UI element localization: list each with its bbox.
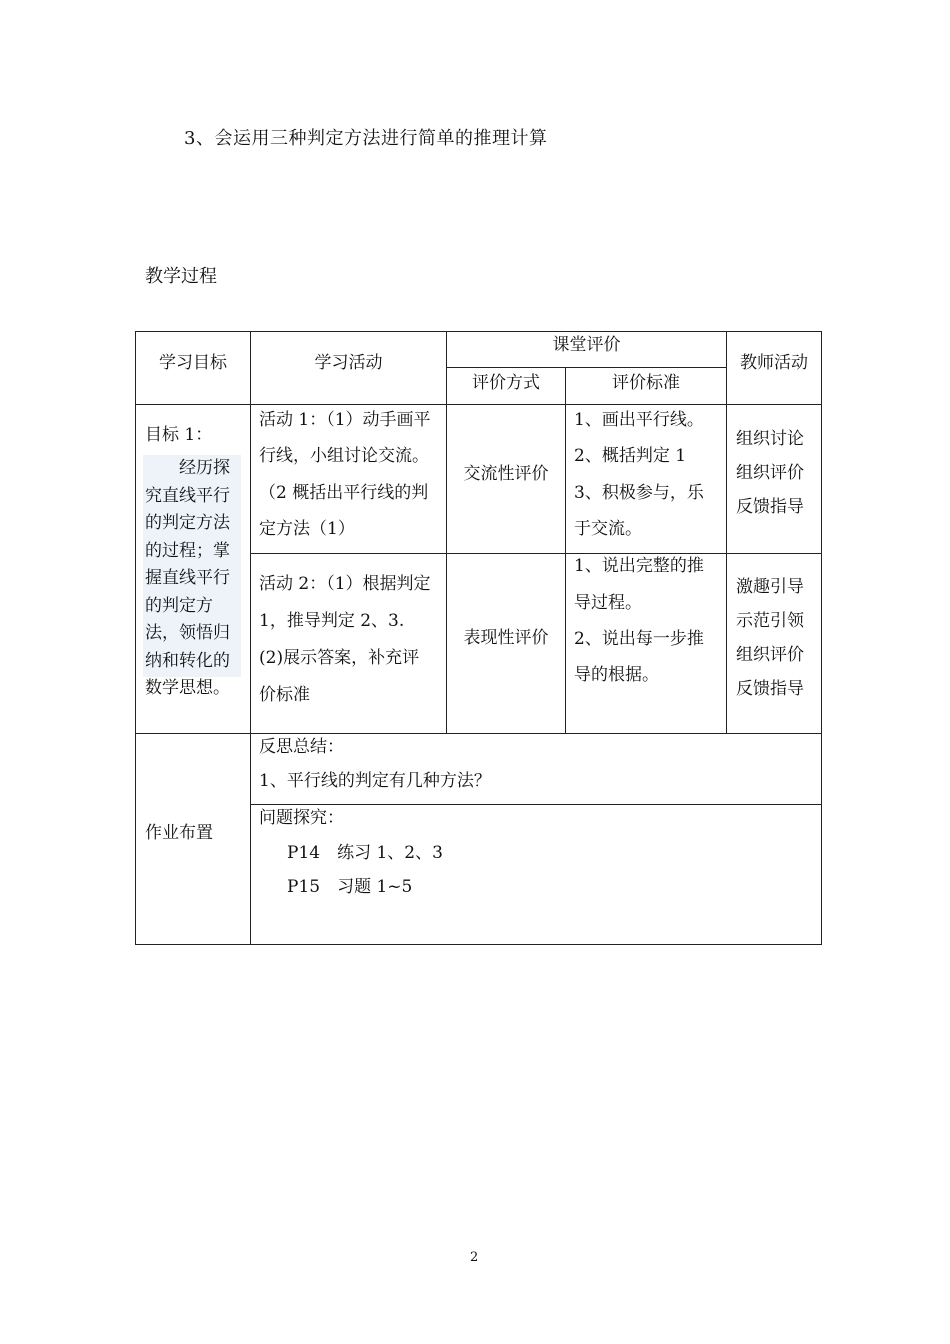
header-eval-method: 评价方式 xyxy=(472,373,540,393)
row1-standard-line: 1、画出平行线。 xyxy=(574,410,704,430)
inquiry-line: 问题探究： xyxy=(259,808,344,828)
row2-teacher-line: 反馈指导 xyxy=(736,679,804,699)
row2-teacher-line: 组织评价 xyxy=(736,645,804,665)
reflection-line: 1、平行线的判定有几种方法？ xyxy=(259,771,491,791)
row2-teacher-line: 示范引领 xyxy=(736,611,804,631)
row2-standard-line: 1、说出完整的推 xyxy=(574,556,704,576)
row2-activity-line: (2)展示答案，补充评 xyxy=(259,648,420,668)
row1-teacher-line: 组织讨论 xyxy=(736,429,804,449)
header-eval-standard: 评价标准 xyxy=(612,373,680,393)
header-activity: 学习活动 xyxy=(314,353,383,373)
header-evaluation: 课堂评价 xyxy=(552,335,621,355)
row1-activity-line: 行线，小组讨论交流。 xyxy=(259,446,429,466)
reflection-line: 反思总结： xyxy=(259,737,344,757)
row2-standard-line: 2、说出每一步推 xyxy=(574,629,704,649)
homework-label: 作业布置 xyxy=(145,823,213,843)
col-divider-1 xyxy=(250,331,251,945)
row1-activity-line: （2 概括出平行线的判 xyxy=(259,483,429,503)
table-border-left xyxy=(135,331,136,945)
homework-top-line xyxy=(135,733,821,734)
row1-standard-line: 2、概括判定 1 xyxy=(574,446,687,466)
row1-teacher-line: 反馈指导 xyxy=(736,497,804,517)
row1-activity-line: 活动 1：（1）动手画平 xyxy=(259,410,431,430)
row2-eval-method: 表现性评价 xyxy=(463,628,549,648)
header-teacher: 教师活动 xyxy=(740,353,808,373)
col-divider-4 xyxy=(726,331,727,734)
table-border-bottom xyxy=(135,944,821,945)
section-title: 教学过程 xyxy=(145,266,217,287)
row2-standard-line: 导的根据。 xyxy=(574,665,659,685)
row-divider xyxy=(250,553,821,554)
row2-teacher-line: 激趣引导 xyxy=(736,577,804,597)
row2-activity-line: 1，推导判定 2、3. xyxy=(259,611,405,631)
row2-standard-line: 导过程。 xyxy=(574,593,642,613)
row2-activity-line: 价标准 xyxy=(259,685,310,705)
goal-label: 目标 1： xyxy=(145,425,213,445)
header-goal: 学习目标 xyxy=(159,353,227,373)
col-divider-3 xyxy=(565,367,566,734)
page-number: 2 xyxy=(470,1250,479,1265)
row1-teacher-line: 组织评价 xyxy=(736,463,804,483)
row1-standard-line: 于交流。 xyxy=(574,519,642,539)
row1-activity-line: 定方法（1） xyxy=(259,519,355,539)
row1-eval-method: 交流性评价 xyxy=(463,464,549,484)
inquiry-line: P14 练习 1、2、3 xyxy=(287,843,443,863)
objective-line: 3、会运用三种判定方法进行简单的推理计算 xyxy=(184,128,548,149)
inquiry-line: P15 习题 1~5 xyxy=(287,877,413,897)
header-bottom-line xyxy=(135,404,821,405)
row2-activity-line: 活动 2：（1）根据判定 xyxy=(259,574,431,594)
table-border-right xyxy=(821,331,822,945)
row1-standard-line: 3、积极参与，乐 xyxy=(574,483,704,503)
goal-text: 经历探究直线平行的判定方法的过程；掌握直线平行的判定方法，领悟归纳和转化的数学思想。 xyxy=(145,458,230,698)
